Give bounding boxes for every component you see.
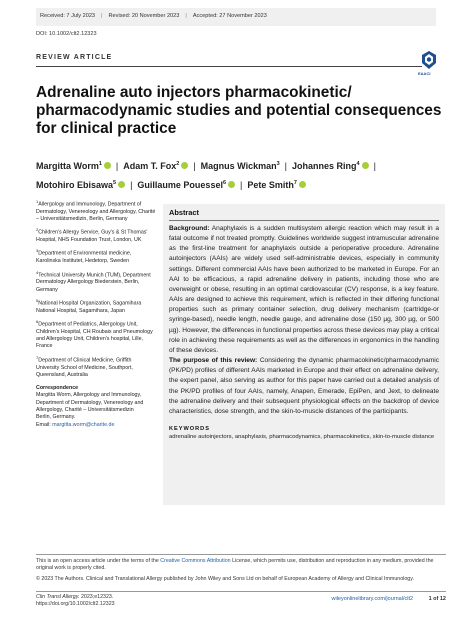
affiliation-item: $^2$Children's Allergy Service, Guy's & St Thomas' Hospital, NHS Foundation Trust, London, UK [36,227,148,244]
revised-date: Revised: 20 November 2023 [108,13,180,19]
date-separator: | [185,13,187,19]
email-link[interactable]: margitta.worm@charite.de [52,421,115,428]
author[interactable]: Adam T. Fox$^2$ [123,161,188,171]
author-separator: | [193,161,196,171]
author[interactable]: Motohiro Ebisawa$^5$ [36,180,125,190]
doi[interactable]: DOI: 10.1002/clt2.12323 [36,31,97,37]
author-separator: | [130,180,133,190]
author[interactable]: Margitta Worm$^1$ [36,161,111,171]
abstract-background: Background: Anaphylaxis is a sudden multisystem allergic reaction which may result in a fatal outcome if not treated promptly. Guidelines worldwide suggest intramuscular adrenaline as the first-line treatment for anaphylaxis outside a perioperative procedure. Adrenaline autoinjectors (AAIs) are widely used self-administrable devices, especially in community settings. Different commercial AAIs have been authorized to be marketed in Europe. For an AAI to be efficacious, a rapid adrenaline delivery in patients, including those who are overweight or obese, resulting in an optimal cardiovascular (CV) response, is a key feature. AAIs are designed to achieve this requirement, which is reflected in their differing functional properties such as primary container selection, drug delivery mechanism (cartridge-or syringe-based), needle length, needle gauge, and adrenaline dose (150 µg, 300 µg, or 500 µg). However, the differences in functional properties across these devices may play a critical role in achieving these requirements as well as the differences in ergonomics in the handling of these devices. [169,225,439,354]
affiliation-item: $^6$Department of Pediatrics, Allergology Unit, Children's Hospital, CH Roubaix and Pneumology and Allergology Unit, Children's hospital, Lille, France [36,319,153,350]
keywords-heading: KEYWORDS [169,425,210,432]
eaaci-logo-icon [420,50,438,70]
copyright-note: © 2023 The Authors. Clinical and Translational Allergy published by John Wiley and Sons Ltd on behalf of European Academy of Allergy and Clinical Immunology. [36,576,414,582]
article-type-label: REVIEW ARTICLE [36,54,113,61]
author-separator: | [284,161,288,171]
footer-citation: Clin Transl Allergy. 2023;e12323. https://doi.org/10.1002/clt2.12323 [36,594,115,607]
license-divider [36,554,446,555]
orcid-icon[interactable] [362,162,369,169]
affiliation-item: $^4$Technical University Munich (TUM), Department Dermatology Allergology Biederstein, Berlin, Germany [36,269,151,293]
article-title: Adrenaline auto injectors pharmacokinetic/ pharmacodynamic studies and potential consequences for clinical practice [36,84,442,137]
correspondence-heading: Correspondence [36,385,79,392]
affiliations [36,198,156,429]
page-number: 1 of 12 [428,596,446,602]
received-date: Received: 7 July 2023 [40,13,96,19]
author-separator: | [373,161,376,171]
orcid-icon[interactable] [181,162,188,169]
correspondence-text: Margitta Worm, Allergology and Immunology, Department of Dermatology, Venereology and Allergology, Charité – Universitätsmedizin Berlin, Germany. Email: margitta.worm@charite.de [36,392,144,428]
accepted-date: Accepted: 27 November 2023 [192,13,267,19]
footer-right [332,596,446,602]
abstract-purpose: The purpose of this review: Considering the dynamic pharmacokinetic/pharmacodynamic (PK/PD) profiles of different AAIs marketed in Europe and their effect on adrenaline delivery, the expert panel, also serving as author for this paper have carried out a detailed analysis of the PK/PD profiles of four AAIs, namely, Anapen, Emerade, EpiPen, and Jext, to delineate the adrenaline delivery and their subsequent physiological effects on the backdrop of device characteristics, dose strength, and the skin-to-muscle distances of the participants. [169,357,440,415]
author[interactable]: Guillaume Pouessel$^6$ [137,180,235,190]
orcid-icon[interactable] [118,181,125,188]
footer-divider [36,591,446,592]
keywords-text: adrenaline autoinjectors, anaphylaxis, pharmacodynamics, pharmacokinetics, skin-to-muscle distance [169,433,435,440]
creative-commons-link[interactable]: Creative Commons Attribution [160,558,231,564]
abstract-panel [163,204,445,505]
orcid-icon[interactable] [104,162,111,169]
affiliation-item: $^7$Department of Clinical Medicine, Griffith University School of Medicine, Southport, Queensland, Australia [36,354,133,378]
date-separator: | [101,13,103,19]
orcid-icon[interactable] [228,181,235,188]
affiliation-item: $^5$National Hospital Organization, Sagamihara National Hospital, Sagamihara, Japan [36,297,142,314]
license-note: This is an open access article under the terms of the Creative Commons Attribution License, which permits use, distribution and reproduction in any medium, provided the original work is properly cited. [36,558,434,571]
affiliation-item: $^3$Department of Environmental medicine, Karolinska Institutet, Hedetorp, Sweden [36,248,132,265]
abstract-text [169,224,439,417]
publication-dates [36,8,436,26]
footer-doi-link[interactable]: https://doi.org/10.1002/clt2.12323 [36,600,115,607]
author-list [36,156,446,194]
author[interactable]: Magnus Wickman$^3$ [200,161,280,171]
orcid-icon[interactable] [299,181,306,188]
author-separator: | [115,161,119,171]
author-separator: | [240,180,243,190]
abstract-heading: Abstract [169,208,439,221]
journal-site-link[interactable]: wileyonlinelibrary.com/journal/clt2 [331,596,414,602]
author[interactable]: Johannes Ring$^4$ [292,161,369,171]
header-divider [36,66,422,67]
logo-label: EAACI [418,71,431,76]
author[interactable]: Pete Smith$^7$ [247,180,306,190]
affiliation-item: $^1$Allergology and Immunology, Department of Dermatology, Venereology and Allergology, Charité – Universitätsmedizin, Berlin, Germany [36,199,156,223]
